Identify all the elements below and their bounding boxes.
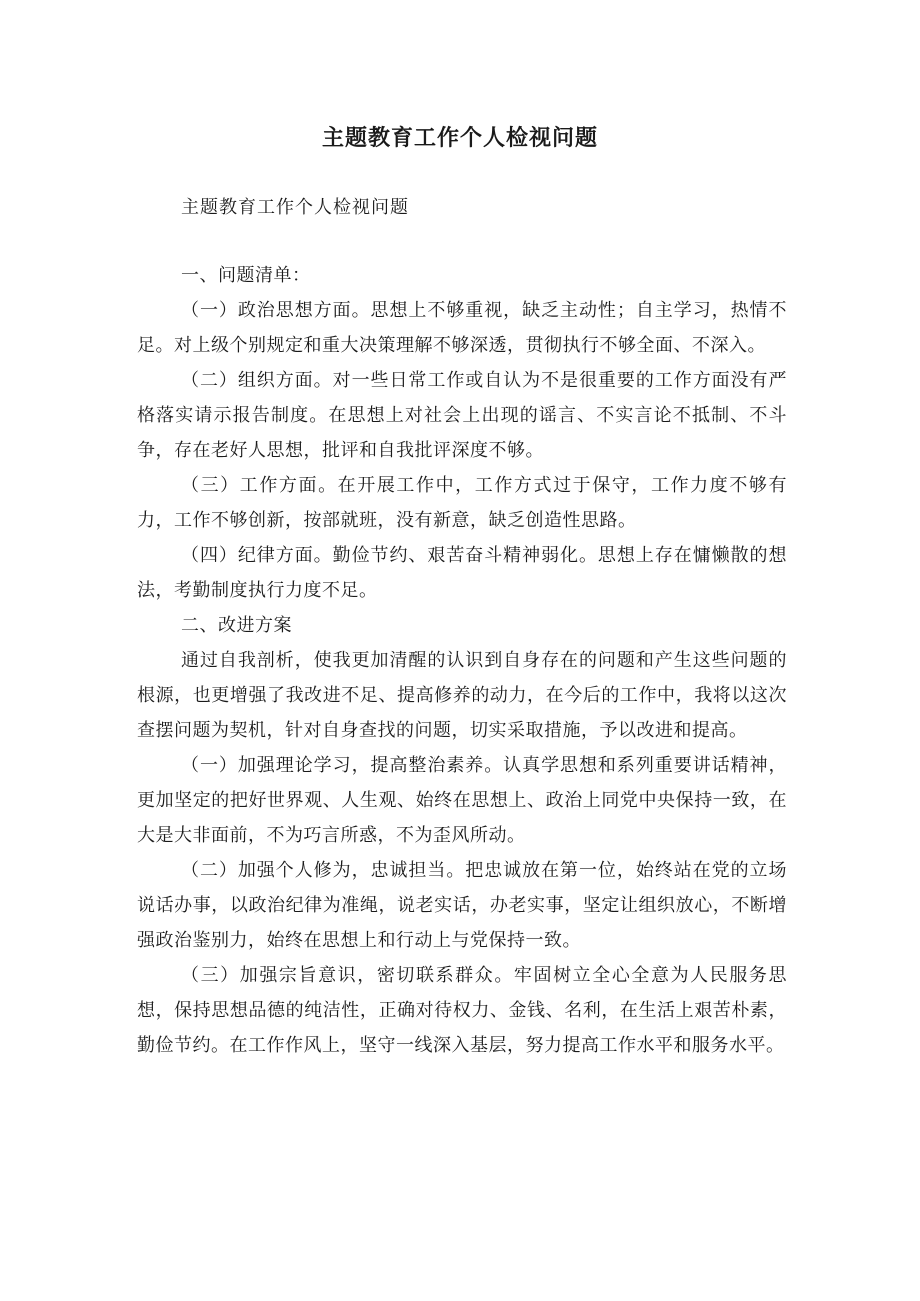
paragraph-theory-study: （一）加强理论学习，提高整治素养。认真学思想和系列重要讲话精神，更加坚定的把好世界观、人生观、始终在思想上、政治上同党中央保持一致，在大是大非面前，不为巧言所惑，不为歪风所动。 [137,755,787,846]
document-title: 主题教育工作个人检视问题 [321,126,598,151]
paragraph-discipline: （四）纪律方面。勤俭节约、艰苦奋斗精神弱化。思想上存在慵懒散的想法，考勤制度执行力度不足。 [137,545,787,601]
paragraph-improvement-intro: 通过自我剖析，使我更加清醒的认识到自身存在的问题和产生这些问题的根源，也更增强了我改进不足、提高修养的动力，在今后的工作中，我将以这次查摆问题为契机，针对自身查找的问题，切实采取措施，予以改进和提高。 [137,650,787,741]
paragraph-personal-cultivation: （二）加强个人修为，忠诚担当。把忠诚放在第一位，始终站在党的立场说话办事，以政治纪律为准绳，说老实话，办老实事，坚定让组织放心，不断增强政治鉴别力，始终在思想上和行动上与党保持一致。 [137,860,787,951]
paragraph-political-thought: （一）政治思想方面。思想上不够重视，缺乏主动性；自主学习，热情不足。对上级个别规定和重大决策理解不够深透，贯彻执行不够全面、不深入。 [137,300,787,356]
paragraph-organization: （二）组织方面。对一些日常工作或自认为不是很重要的工作方面没有严格落实请示报告制度。在思想上对社会上出现的谣言、不实言论不抵制、不斗争，存在老好人思想，批评和自我批评深度不够。 [137,370,787,461]
section-heading-improvement: 二、改进方案 [181,615,292,636]
paragraph-purpose-awareness: （三）加强宗旨意识，密切联系群众。牢固树立全心全意为人民服务思想，保持思想品德的纯洁性，正确对待权力、金钱、名利，在生活上艰苦朴素，勤俭节约。在工作作风上，坚守一线深入基层，努力提高工作水平和服务水平。 [137,965,787,1056]
section-heading-problems: 一、问题清单： [181,265,311,286]
document-subtitle: 主题教育工作个人检视问题 [181,197,409,218]
document-body [137,258,787,1063]
paragraph-work: （三）工作方面。在开展工作中，工作方式过于保守，工作力度不够有力，工作不够创新，按部就班，没有新意，缺乏创造性思路。 [137,475,787,531]
